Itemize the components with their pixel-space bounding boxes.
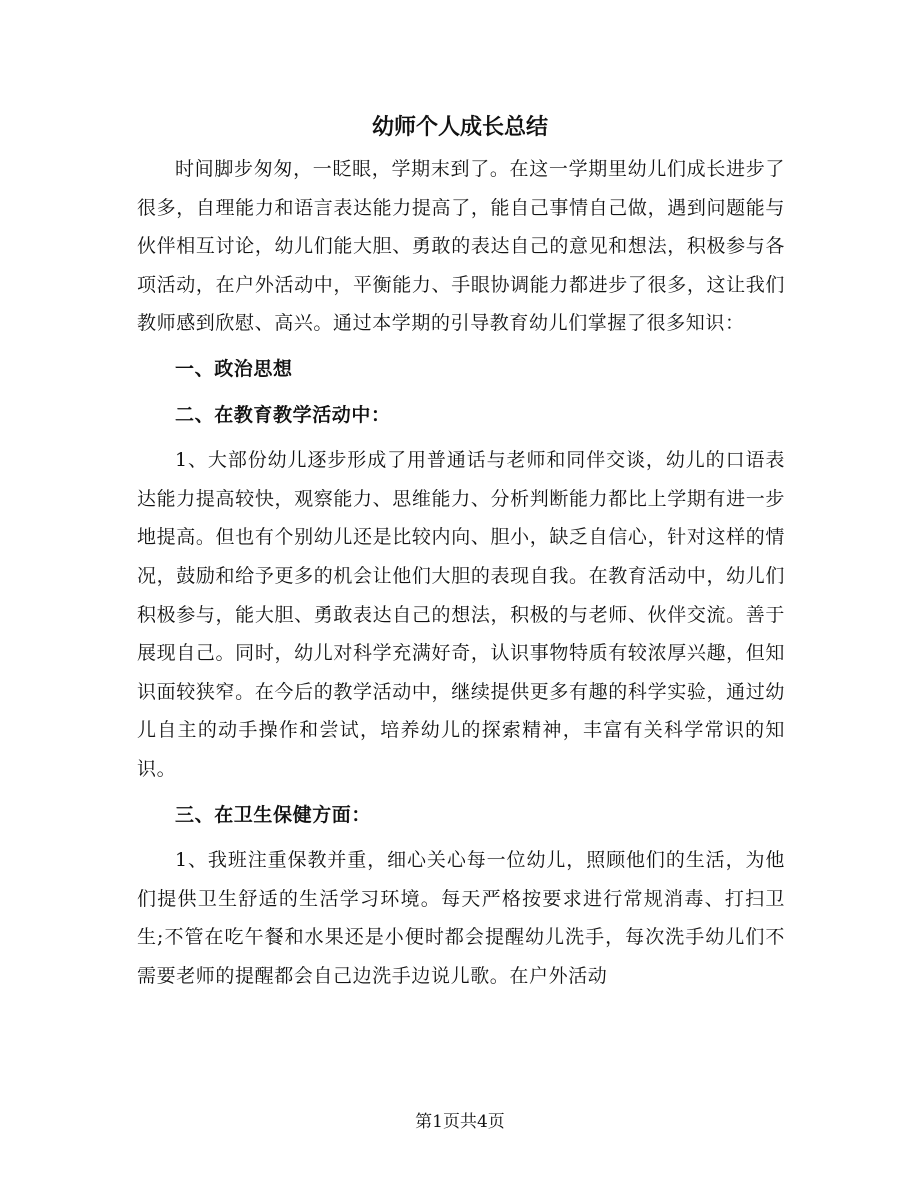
section-heading-teaching: 二、在教育教学活动中： bbox=[175, 403, 391, 426]
section-heading-health: 三、在卫生保健方面： bbox=[175, 803, 372, 826]
intro-paragraph: 时间脚步匆匆，一眨眼，学期末到了。在这一学期里幼儿们成长进步了很多，自理能力和语言表达能力提高了，能自己事情自己做，遇到问题能与伙伴相互讨论，幼儿们能大胆、勇敢的表达自己的意见和想法，积极参与各项活动，在户外活动中，平衡能力、手眼协调能力都进步了很多，这让我们教师感到欣慰、高兴。通过本学期的引导教育幼儿们掌握了很多知识： bbox=[137, 158, 785, 335]
teaching-paragraph: 1、大部份幼儿逐步形成了用普通话与老师和同伴交谈，幼儿的口语表达能力提高较快，观察能力、思维能力、分析判断能力都比上学期有进一步地提高。但也有个别幼儿还是比较内向、胆小，缺乏自信心，针对这样的情况，鼓励和给予更多的机会让他们大胆的表现自我。在教育活动中，幼儿们积极参与，能大胆、勇敢表达自己的想法，积极的与老师、伙伴交流。善于展现自己。同时，幼儿对科学充满好奇，认识事物特质有较浓厚兴趣，但知识面较狭窄。在今后的教学活动中，继续提供更多有趣的科学实验，通过幼儿自主的动手操作和尝试，培养幼儿的探索精神，丰富有关科学常识的知识。 bbox=[137, 449, 785, 780]
health-paragraph: 1、我班注重保教并重，细心关心每一位幼儿，照顾他们的生活，为他们提供卫生舒适的生活学习环境。每天严格按要求进行常规消毒、打扫卫生;不管在吃午餐和水果还是小便时都会提醒幼儿洗手，每次洗手幼儿们不需要老师的提醒都会自己边洗手边说儿歌。在户外活动 bbox=[137, 849, 785, 987]
section-heading-politics: 一、政治思想 bbox=[175, 357, 293, 380]
document-body bbox=[137, 150, 785, 995]
page-number: 第1页共4页 bbox=[415, 1112, 505, 1132]
document-title: 幼师个人成长总结 bbox=[371, 114, 548, 140]
